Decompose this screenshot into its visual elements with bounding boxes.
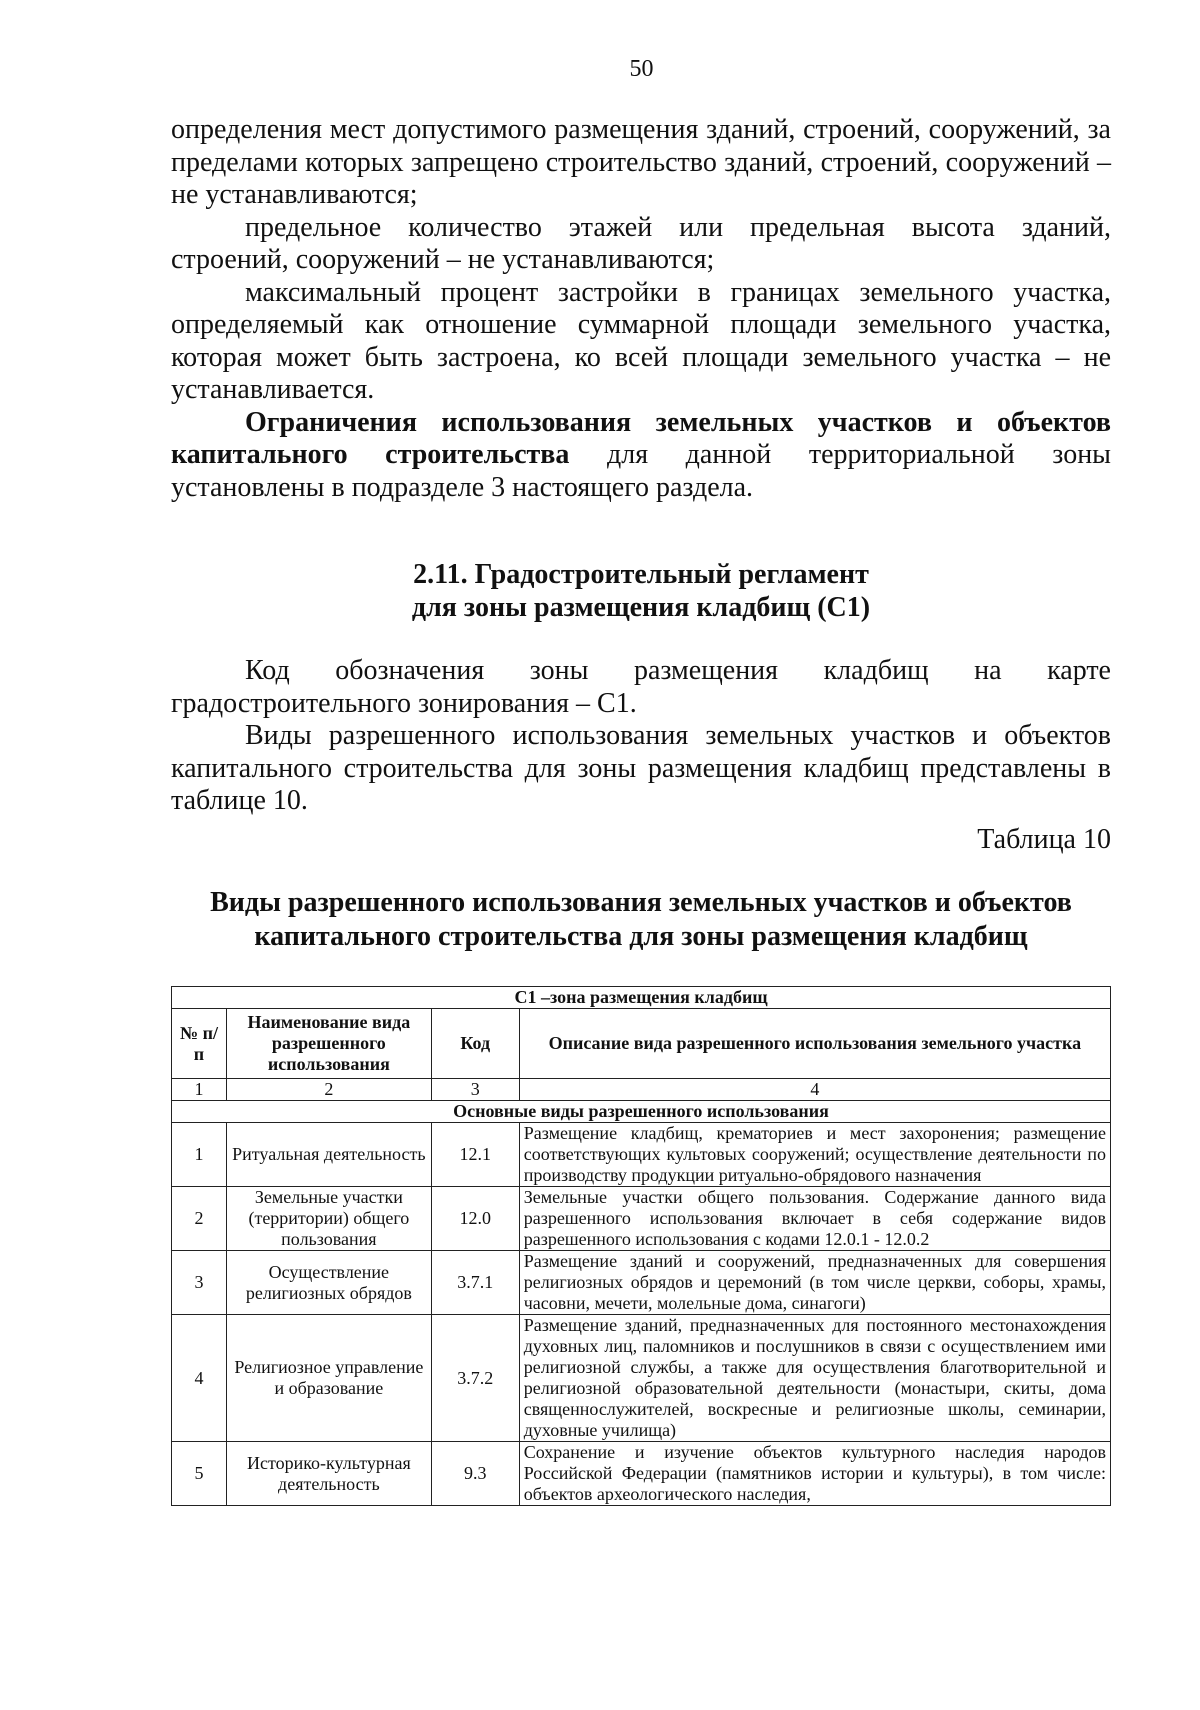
table-row xyxy=(172,1315,1111,1442)
row-num: 5 xyxy=(172,1442,227,1506)
paragraph: Виды разрешенного использования земельных участков и объектов капитального строительства для зоны размещения кладбищ представлены в таблице 10. xyxy=(171,720,1111,816)
restrictions-rest: для данной территориальной зоны установлены в подразделе 3 настоящего раздела. xyxy=(171,439,1111,503)
section-title-line2: для зоны размещения кладбищ (С1) xyxy=(411,592,871,623)
col-index: 3 xyxy=(431,1079,519,1101)
row-desc: Размещение зданий и сооружений, предназначенных для совершения религиозных обрядов и церемоний (в том числе церкви, соборы, храмы, часовни, мечети, молельные дома, синагоги) xyxy=(519,1251,1110,1315)
row-name: Религиозное управление и образование xyxy=(226,1315,431,1442)
column-index-row xyxy=(172,1079,1111,1101)
table-title xyxy=(171,886,1111,954)
row-desc: Земельные участки общего пользования. Содержание данного вида разрешенного использования включает в себя содержание видов разрешенного использования с кодами 12.0.1 - 12.0.2 xyxy=(519,1187,1110,1251)
section-title-line1: 2.11. Градостроительный регламент xyxy=(413,559,869,590)
row-name: Историко-культурная деятельность xyxy=(226,1442,431,1506)
body-text-block xyxy=(171,114,1111,504)
column-header-row xyxy=(172,1009,1111,1079)
row-desc: Размещение кладбищ, крематориев и мест захоронения; размещение соответствующих культовых сооружений; осуществление деятельности по производству продукции ритуально-обрядового назначения xyxy=(519,1123,1110,1187)
row-desc: Сохранение и изучение объектов культурного наследия народов Российской Федерации (памятников истории и культуры), в том числе: объектов археологического наследия, xyxy=(519,1442,1110,1506)
row-code: 3.7.1 xyxy=(431,1251,519,1315)
col-index: 4 xyxy=(519,1079,1110,1101)
row-num: 4 xyxy=(172,1315,227,1442)
paragraph: максимальный процент застройки в границах земельного участка, определяемый как отношение суммарной площади земельного участка, которая может быть застроена, ко всей площади земельного участка – не устанавливается. xyxy=(171,276,1111,405)
row-num: 3 xyxy=(172,1251,227,1315)
table-row xyxy=(172,1251,1111,1315)
row-name: Осуществление религиозных обрядов xyxy=(226,1251,431,1315)
row-code: 12.1 xyxy=(431,1123,519,1187)
regulation-table xyxy=(171,986,1111,1506)
table-caption: Таблица 10 xyxy=(977,824,1111,855)
table-row xyxy=(172,1187,1111,1251)
row-code: 12.0 xyxy=(431,1187,519,1251)
zone-header: С1 –зона размещения кладбищ xyxy=(172,987,1111,1009)
col-index: 2 xyxy=(226,1079,431,1101)
restrictions-bold: Ограничения использования земельных участков и объектов капитального строительства xyxy=(171,406,1111,470)
row-name: Земельные участки (территории) общего пользования xyxy=(226,1187,431,1251)
group-header: Основные виды разрешенного использования xyxy=(172,1101,1111,1123)
table-row xyxy=(172,1123,1111,1187)
page-number: 50 xyxy=(629,56,654,82)
zone-header-row xyxy=(172,987,1111,1009)
col-code-header: Код xyxy=(431,1009,519,1079)
group-header-row xyxy=(172,1101,1111,1123)
paragraph: Код обозначения зоны размещения кладбищ на карте градостроительного зонирования – С1. xyxy=(171,655,1111,719)
paragraph: определения мест допустимого размещения зданий, строений, сооружений, за пределами которых запрещено строительство зданий, строений, сооружений – не устанавливаются; xyxy=(171,114,1111,210)
section-title xyxy=(171,558,1111,624)
col-name-header: Наименование вида разрешенного использования xyxy=(226,1009,431,1079)
paragraph: предельное количество этажей или предельная высота зданий, строений, сооружений – не устанавливаются; xyxy=(171,211,1111,275)
table-row xyxy=(172,1442,1111,1506)
row-code: 9.3 xyxy=(431,1442,519,1506)
row-desc: Размещение зданий, предназначенных для постоянного местонахождения духовных лиц, паломников и послушников в связи с осуществлением ими религиозной службы, а также для осуществления благотворительной и религиозной образовательной деятельности (монастыри, скиты, дома священнослужителей, воскресные и религиозные школы, семинарии, духовные училища) xyxy=(519,1315,1110,1442)
row-num: 1 xyxy=(172,1123,227,1187)
restrictions-paragraph xyxy=(171,407,1111,505)
col-index: 1 xyxy=(172,1079,227,1101)
col-desc-header: Описание вида разрешенного использования земельного участка xyxy=(519,1009,1110,1079)
table-title-line2: капитального строительства для зоны размещения кладбищ xyxy=(254,921,1028,952)
row-code: 3.7.2 xyxy=(431,1315,519,1442)
col-num-header: № п/п xyxy=(172,1009,227,1079)
table-title-line1: Виды разрешенного использования земельных участков и объектов xyxy=(210,887,1072,918)
row-num: 2 xyxy=(172,1187,227,1251)
section-body xyxy=(171,655,1111,818)
row-name: Ритуальная деятельность xyxy=(226,1123,431,1187)
